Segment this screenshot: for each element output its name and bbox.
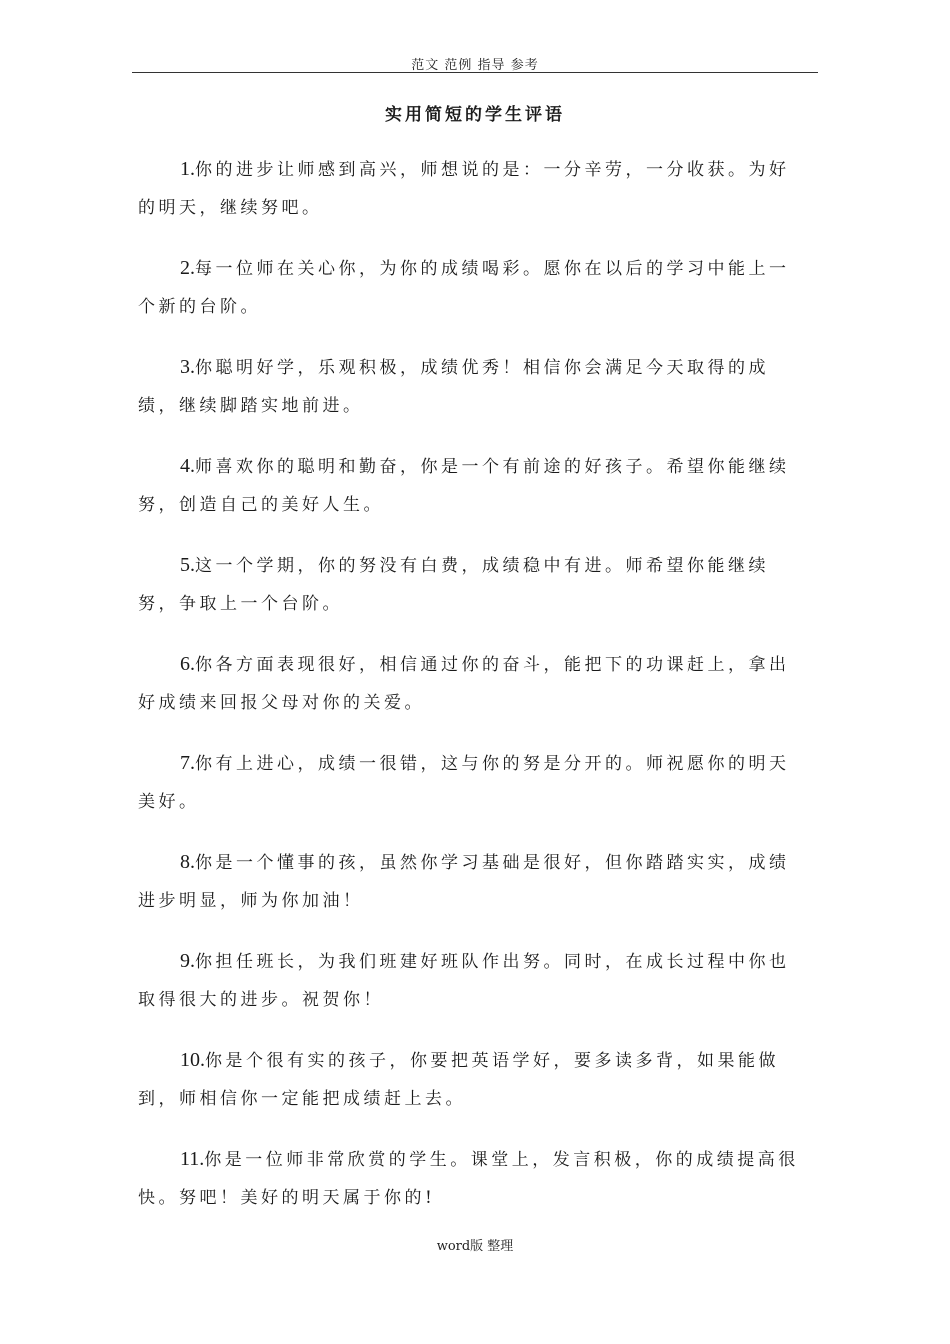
item-text: 你是一位师非常欣赏的学生。课堂上，发言积极，你的成绩提高很快。努吧！美好的明天属于你的! [138, 1150, 799, 1208]
item-text: 你的进步让师感到高兴，师想说的是：一分辛劳，一分收获。为好的明天，继续努吧。 [138, 160, 790, 218]
item-number: 7. [180, 752, 195, 774]
comment-item-11 [138, 1140, 808, 1217]
item-text: 你担任班长，为我们班建好班队作出努。同时，在成长过程中你也取得很大的进步。祝贺你！ [138, 952, 790, 1010]
comment-item-5 [138, 546, 808, 623]
item-text: 你是一个懂事的孩，虽然你学习基础是很好，但你踏踏实实，成绩进步明显，师为你加油！ [138, 853, 790, 911]
comment-item-9 [138, 942, 808, 1019]
item-number: 11. [180, 1148, 205, 1170]
comment-item-8 [138, 843, 808, 920]
item-text: 这一个学期，你的努没有白费，成绩稳中有进。师希望你能继续努，争取上一个台阶。 [138, 556, 769, 614]
page-footer: word版 整理 [436, 1239, 514, 1254]
item-number: 8. [180, 851, 195, 873]
item-number: 2. [180, 257, 195, 279]
comment-item-1 [138, 150, 808, 227]
comment-item-4 [138, 447, 808, 524]
comment-list [138, 150, 808, 1239]
comment-item-7 [138, 744, 808, 821]
item-number: 6. [180, 653, 195, 675]
item-number: 9. [180, 950, 195, 972]
item-number: 4. [180, 455, 195, 477]
comment-item-2 [138, 249, 808, 326]
item-number: 10. [180, 1049, 205, 1071]
item-number: 1. [180, 158, 195, 180]
document-title: 实用简短的学生评语 [385, 105, 565, 125]
comment-item-6 [138, 645, 808, 722]
item-number: 5. [180, 554, 195, 576]
item-text: 你有上进心，成绩一很错，这与你的努是分开的。师祝愿你的明天美好。 [138, 754, 790, 812]
item-text: 你是个很有实的孩子，你要把英语学好，要多读多背，如果能做到，师相信你一定能把成绩赶上去。 [138, 1051, 779, 1109]
item-text: 师喜欢你的聪明和勤奋，你是一个有前途的好孩子。希望你能继续努，创造自己的美好人生。 [138, 457, 790, 515]
item-text: 你各方面表现很好，相信通过你的奋斗，能把下的功课赶上，拿出好成绩来回报父母对你的关爱。 [138, 655, 790, 713]
item-text: 每一位师在关心你，为你的成绩喝彩。愿你在以后的学习中能上一个新的台阶。 [138, 259, 790, 317]
page-header: 范文 范例 指导 参考 [411, 58, 539, 73]
item-number: 3. [180, 356, 195, 378]
header-divider [132, 72, 818, 73]
comment-item-10 [138, 1041, 808, 1118]
item-text: 你聪明好学，乐观积极，成绩优秀！相信你会满足今天取得的成绩，继续脚踏实地前进。 [138, 358, 769, 416]
comment-item-3 [138, 348, 808, 425]
